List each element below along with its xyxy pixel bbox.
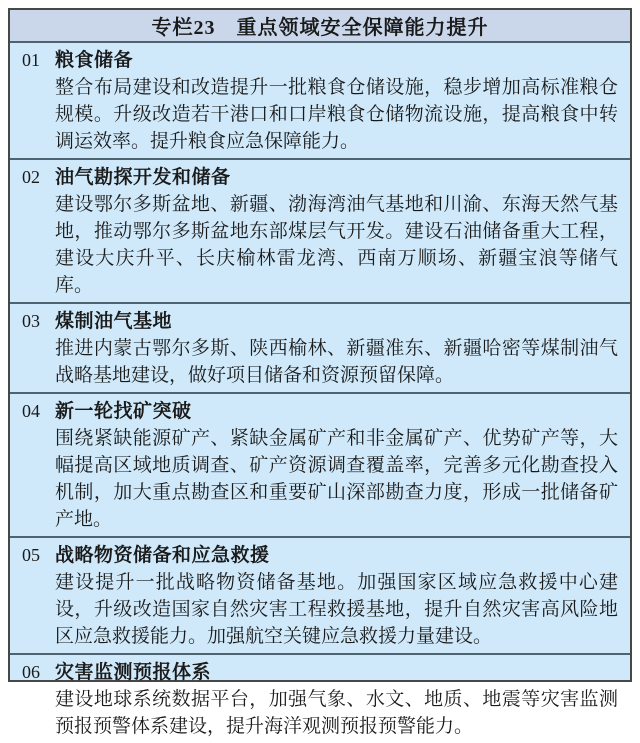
section-number: 06	[22, 662, 40, 682]
section-body: 建设提升一批战略物资储备基地。加强国家区域应急救援中心建设，升级改造国家自然灾害工程救援基地，提升自然灾害高风险地区应急救援能力。加强航空关键应急救援力量建设。	[55, 572, 618, 647]
section-heading: 新一轮找矿突破	[55, 401, 192, 422]
section-number: 03	[22, 311, 40, 331]
section-item	[10, 160, 630, 304]
section-body: 围绕紧缺能源矿产、紧缺金属矿产和非金属矿产、优势矿产等，大幅提高区域地质调查、矿产资源调查覆盖率，完善多元化勘查投入机制，加大重点勘查区和重要矿山深部勘查力度，形成一批储备矿产地。	[55, 428, 618, 530]
section-body: 建设鄂尔多斯盆地、新疆、渤海湾油气基地和川渝、东海天然气基地，推动鄂尔多斯盆地东部煤层气开发。建设石油储备重大工程，建设大庆升平、长庆榆林雷龙湾、西南万顺场、新疆宝浪等储气库。	[55, 194, 618, 296]
section-list	[10, 43, 630, 743]
section-item	[10, 394, 630, 538]
section-number: 01	[22, 50, 40, 70]
section-heading: 煤制油气基地	[55, 311, 173, 332]
section-number: 02	[22, 167, 40, 187]
column-box	[8, 8, 632, 737]
section-heading-row	[22, 542, 618, 569]
section-body: 推进内蒙古鄂尔多斯、陕西榆林、新疆准东、新疆哈密等煤制油气战略基地建设，做好项目储备和资源预留保障。	[55, 338, 618, 386]
section-heading-row	[22, 659, 618, 686]
section-heading: 油气勘探开发和储备	[55, 167, 231, 188]
section-heading-row	[22, 164, 618, 191]
section-body: 建设地球系统数据平台，加强气象、水文、地质、地震等灾害监测预报预警体系建设，提升海洋观测预报预警能力。	[55, 689, 618, 737]
section-number: 05	[22, 545, 40, 565]
section-body: 整合布局建设和改造提升一批粮食仓储设施，稳步增加高标准粮仓规模。升级改造若干港口和口岸粮食仓储物流设施，提高粮食中转调运效率。提升粮食应急保障能力。	[55, 77, 618, 152]
section-number: 04	[22, 401, 40, 421]
section-item	[10, 538, 630, 655]
section-item	[10, 43, 630, 160]
section-heading: 灾害监测预报体系	[55, 662, 212, 683]
section-item	[10, 655, 630, 743]
column-title: 专栏23 重点领域安全保障能力提升	[10, 10, 630, 43]
section-heading: 战略物资储备和应急救援	[55, 545, 270, 566]
section-heading-row	[22, 308, 618, 335]
section-heading-row	[22, 47, 618, 74]
section-heading-row	[22, 398, 618, 425]
section-item	[10, 304, 630, 394]
section-heading: 粮食储备	[55, 50, 134, 71]
